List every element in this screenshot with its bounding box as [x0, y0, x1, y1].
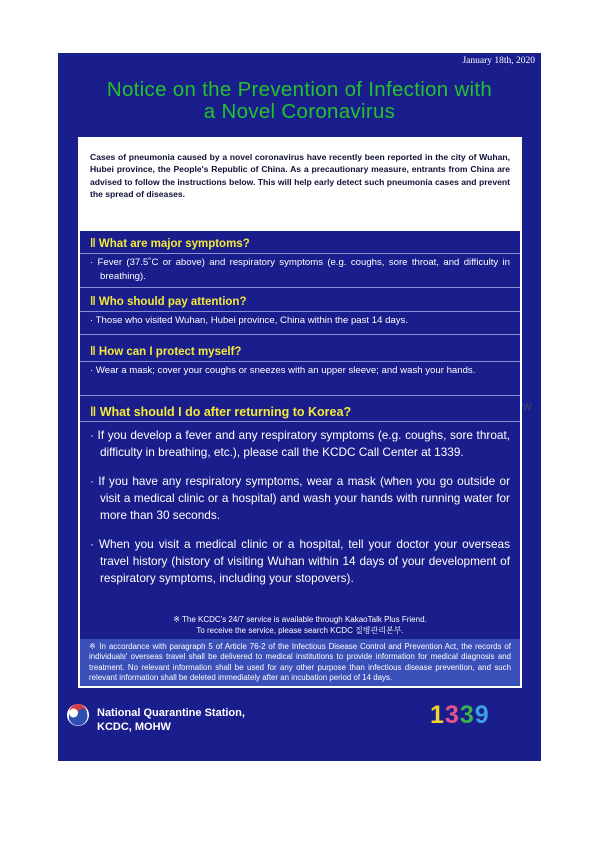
section-heading: ‖ Who should pay attention?	[80, 294, 520, 312]
kakao-note	[80, 615, 520, 636]
title-line-2: a Novel Coronavirus	[203, 100, 396, 123]
legal-note-box	[80, 639, 520, 686]
taegeuk-logo-icon	[66, 703, 90, 727]
section-who	[80, 294, 520, 330]
divider	[80, 287, 520, 288]
kakao-note-line-2: To receive the service, please search KCDC 질병관리본부.	[196, 625, 404, 635]
intro-box	[80, 139, 520, 231]
divider	[80, 395, 520, 396]
bullet-item: · Wear a mask; cover your coughs or sneezes with an upper sleeve; and wash your hands.	[90, 365, 476, 376]
bullet-list	[80, 422, 520, 587]
hotline-digit: 1	[430, 701, 445, 729]
organization-name	[97, 707, 245, 734]
title-line-1: Notice on the Prevention of Infection with	[106, 78, 493, 101]
intro-text: Cases of pneumonia caused by a novel coronavirus have recently been reported in the city of Wuhan, Hubei province, the People's Republic of China. As a precautionary measure, entrants from China are advised to follow the instructions below. This will help early detect such pneumonia cases and prevent the spread of diseases.	[90, 152, 510, 200]
org-line-1: National Quarantine Station,	[97, 707, 245, 719]
section-heading: ‖ What should I do after returning to Korea?	[80, 404, 520, 422]
hotline-digit: 3	[444, 701, 460, 729]
bullet-list	[80, 254, 520, 284]
kakao-note-line-1: ※ The KCDC's 24/7 service is available through KakaoTalk Plus Friend.	[173, 615, 427, 624]
bullet-item: · If you have any respiratory symptoms, wear a mask (when you go outside or visit a medical clinic or a hospital) and wash your hands with running water for more than 30 seconds.	[90, 474, 510, 522]
org-line-2: KCDC, MOHW	[97, 720, 171, 733]
hotline-digit: 9	[474, 701, 490, 729]
bullet-item: · Those who visited Wuhan, Hubei province, China within the past 14 days.	[90, 315, 409, 326]
hotline-digit: 3	[459, 701, 475, 729]
stray-mark: W	[523, 402, 532, 412]
hotline-logo	[430, 701, 490, 730]
section-heading: ‖ What are major symptoms?	[80, 236, 520, 254]
section-heading: ‖ How can I protect myself?	[80, 344, 520, 362]
bullet-item: · Fever (37.5˚C or above) and respiratory symptoms (e.g. coughs, sore throat, and difficulty in breathing).	[90, 257, 510, 282]
legal-note-text: ※ In accordance with paragraph 5 of Article 76-2 of the Infectious Disease Control and Prevention Act, the records of individuals' overseas travel shall be delivered to medical institutions to provide information for medical diagnosis and treatment. No relevant information shall be used for any other purpose than infectious disease prevention, and such relevant information shall be deleted immediately after an incubation period of 14 days.	[89, 642, 511, 682]
date-label: January 18th, 2020	[462, 56, 535, 66]
section-protect	[80, 344, 520, 380]
notice-poster	[58, 53, 541, 761]
bullet-list	[80, 312, 520, 328]
bullet-item: · If you develop a fever and any respiratory symptoms (e.g. coughs, sore throat, difficulty in breathing, etc.), please call the KCDC Call Center at 1339.	[90, 428, 510, 459]
page-title	[58, 79, 541, 123]
section-symptoms	[80, 236, 520, 286]
section-returning	[80, 404, 520, 599]
bullet-item: · When you visit a medical clinic or a hospital, tell your doctor your overseas travel history (history of visiting Wuhan within 14 days of your development of respiratory symptoms, including your stopovers).	[90, 537, 510, 585]
content-frame	[78, 137, 522, 688]
divider	[80, 334, 520, 335]
bullet-list	[80, 362, 520, 378]
